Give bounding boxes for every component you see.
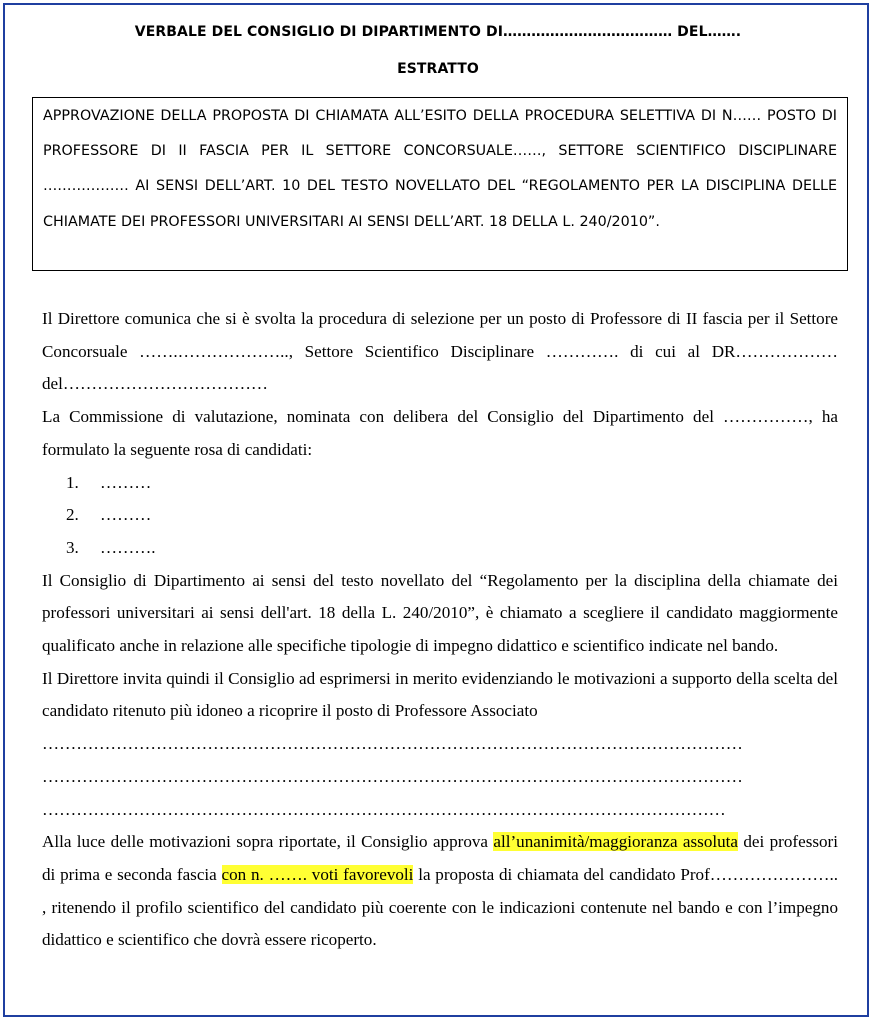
- candidate-item: [42, 499, 838, 532]
- document-title: VERBALE DEL CONSIGLIO DI DIPARTIMENTO DI……………………………… DEL…….: [134, 24, 742, 40]
- paragraph-director-invite: Il Direttore invita quindi il Consiglio ad esprimersi in merito evidenziando le motivazioni a supporto della scelta del candidato ritenuto più idoneo a ricoprire il posto di Professore Associato: [42, 668, 838, 721]
- candidate-item: [42, 467, 838, 500]
- motivation-line: ……………………………………………………………………………………………………………: [42, 734, 743, 754]
- candidate-value: ………: [100, 505, 152, 525]
- paragraph-commission: La Commissione di valutazione, nominata con delibera del Consiglio del Dipartimento del ……………, ha formulato la seguente rosa di candidati:: [42, 407, 838, 459]
- candidate-number: 2.: [66, 505, 79, 525]
- paragraph-procedure: Il Direttore comunica che si è svolta la procedura di selezione per un posto di Professore di II fascia per il Settore Concorsuale …….……………….., Settore Scientifico Disciplinare …………. di cui al DR………………del………………………………: [42, 309, 838, 394]
- subject-text: APPROVAZIONE DELLA PROPOSTA DI CHIAMATA ALL’ESITO DELLA PROCEDURA SELETTIVA DI N…… POSTO DI PROFESSORE DI II FASCIA PER IL SETTORE CONCORSUALE……, SETTORE SCIENTIFICO DISCIPLINARE ……………… AI SENSI DELL’ART. 10 DEL TESTO NOVELLATO DEL “REGOLAMENTO PER LA DISCIPLINA DELLE CHIAMATE DEI PROFESSORI UNIVERSITARI AI SENSI DELL’ART. 18 DELLA L. 240/2010”.: [43, 108, 837, 230]
- subject-box: [32, 97, 848, 271]
- paragraph-regulation: Il Consiglio di Dipartimento ai sensi del testo novellato del “Regolamento per la disciplina della chiamate dei professori universitari ai sensi dell'art. 18 della L. 240/2010”, è chiamato a scegliere il candidato maggiormente qualificato anche in relazione alle specifiche tipologie di impegno didattico e scientifico indicate nel bando.: [42, 570, 838, 656]
- candidate-number: 3.: [66, 537, 79, 557]
- document-body: [42, 303, 838, 957]
- motivation-line: ……………………………………………………………………………………………………………: [42, 766, 743, 786]
- candidate-value: ………: [100, 472, 152, 492]
- candidate-value: ……….: [100, 537, 156, 557]
- approval-text-1: Alla luce delle motivazioni sopra riportate, il Consiglio approva: [42, 832, 494, 852]
- motivation-line: …………………………………………………………………………………………………………: [42, 799, 726, 819]
- votes-highlight: con n. ……. voti favorevoli: [221, 864, 414, 884]
- candidate-number: 1.: [66, 472, 79, 492]
- document-subtitle: ESTRATTO: [397, 61, 479, 77]
- approval-text-2: dei professori di prima e seconda fascia: [42, 832, 838, 884]
- paragraph-approval: [42, 826, 838, 957]
- candidate-item: [42, 532, 838, 565]
- approval-text-3: la proposta di chiamata del candidato Prof………………….. , ritenendo il profilo scientifico del candidato più coerente con le indicazioni contenute nel bando e con l’impegno didattico e scientifico che dovrà essere ricoperto.: [42, 864, 838, 950]
- majority-highlight: all’unanimità/maggioranza assoluta: [493, 832, 738, 852]
